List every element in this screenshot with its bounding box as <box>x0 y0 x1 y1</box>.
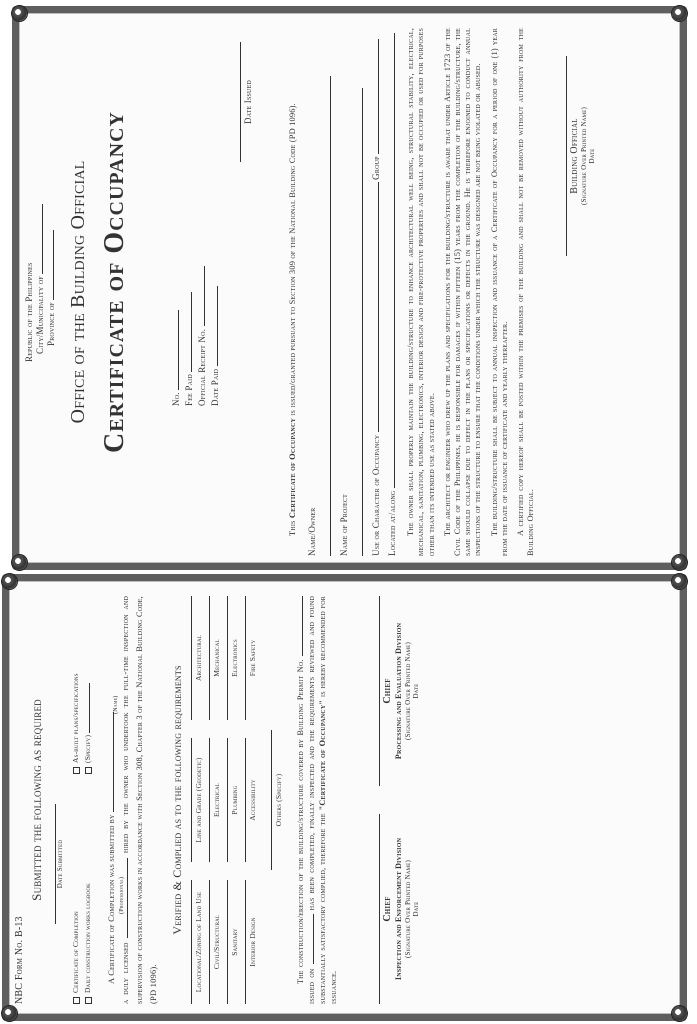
date-paid-label: Date Paid <box>210 368 220 406</box>
requirement-item: Fire Safety <box>245 596 257 720</box>
requirement-item: Electronics <box>227 596 239 720</box>
requirement-item: Civil/Structural <box>209 880 221 1004</box>
corner-bolt-icon <box>672 6 687 21</box>
hired-text: hired by the owner who undertook the full-time inspection and supervision of construction works in accordance with Section 308, Chapter 3 of the National Building Code, (PD 1096). <box>120 596 158 1004</box>
requirement-item: Line and Grade (Geodetic) <box>191 738 203 862</box>
maintenance-paragraph: The owner shall properly maintain the building/structure to enhance architectural well being, structural stability, electrical, mechanical, sanitation, plumbing, electronics, interior design and fire-protective properties and shall not be occupied or used for purposes other than its intended use as stated above. <box>406 28 436 556</box>
office-title: Office of the Building Official <box>67 160 89 424</box>
requirement-item: Locational/Zoning of Land Use <box>191 880 203 1004</box>
chief-inspection-signature: Chief Inspection and Enforcement Division (Signature Over Printed Name) Date <box>379 814 420 1004</box>
requirement-item: Interior Design <box>245 880 257 1004</box>
logbook-checkbox[interactable] <box>85 997 92 1004</box>
city-label: City/Municipality of <box>35 276 45 354</box>
republic-label: Republic of the Philippines <box>24 262 34 362</box>
date-submitted-label: Date Submitted <box>55 804 64 924</box>
duly-licensed-label: a duly licensed <box>120 942 130 1004</box>
item-logbook: Daily construction works logbook <box>83 883 92 993</box>
corner-bolt-icon <box>672 574 687 589</box>
requirements-grid <box>191 596 257 1004</box>
date-issued-label: Date Issued <box>240 42 253 162</box>
requirement-item: Plumbing <box>227 738 239 862</box>
certificate-of-occupancy-sheet <box>12 6 687 570</box>
building-official-signature: Building Official (Signature Over Printed Name) Date <box>566 56 596 256</box>
certificate-content <box>20 22 680 562</box>
professional-label: (Professional) <box>119 876 125 914</box>
group-label: Group <box>371 156 382 180</box>
item-specify: (Specify) <box>83 734 92 763</box>
use-label: Use or Character of Occupancy <box>371 434 382 556</box>
liability-paragraph: The architect or engineer who drew up the plans and specifications for the building/structure is aware that under Article 1723 of the Civil Code of the Philippines, he is responsible for damages if within fifteen (15) years from the completion of the building/structure, the same should collapse due to defect in the plans or specifications or defects in the ground. He is therefore enjoined to conduct annual inspections of the structure to ensure that the conditions under which the structure was designed are not being violated or abused. <box>442 28 483 556</box>
item-completion: Certificate of Completion <box>71 911 80 993</box>
inspection-paragraph: The building/structure shall be subject to annual inspection and issuance of a Certificate of Occupancy for a period of one (1) year from the date of issuance of certificate and yearly thereafter. <box>489 28 509 556</box>
province-label: Province of <box>46 302 56 346</box>
verified-heading: Verified & Complied as to the following requirements <box>170 665 184 935</box>
submitted-heading: Submitted the following as required <box>29 699 44 901</box>
recommendation-paragraph: The construction/erection of the building/structure covered by Building Permit No. issued on has been completed, finally inspected and the requirements reviewed and found substantially satisfactory complied, therefore the "Certificate of Occupancy" is hereby recommended for issuance. <box>296 595 338 1004</box>
corner-bolt-icon <box>12 6 27 21</box>
item-asbuilt: As-built plans/specifications <box>71 673 80 763</box>
posting-paragraph: A certified copy hereof shall be posted within the premises of the building and shall not be removed without authority from the Building Official. <box>516 28 536 556</box>
name-label: (Name) <box>113 695 119 714</box>
completion-checkbox[interactable] <box>73 997 80 1004</box>
occupancy-fields <box>304 28 400 556</box>
requirement-item: Mechanical <box>209 596 221 720</box>
requirement-item: Architectural <box>191 596 203 720</box>
form-b13-sheet <box>2 574 687 1021</box>
name-owner-label: Name/Owner <box>307 507 318 556</box>
certificate-title: Certificate of Occupancy <box>99 111 130 453</box>
requirement-item: Electrical <box>209 738 221 862</box>
intro-paragraph: This Certificate of Occupancy is issued/granted pursuant to Section 309 of the National Building Code (PD 1096). <box>288 103 297 536</box>
others-specify: Others (Specify) <box>271 730 283 870</box>
form-content <box>10 588 680 1012</box>
corner-bolt-icon <box>2 574 17 589</box>
receipt-label: Official Receipt No. <box>197 328 207 406</box>
cert-completion-line: A Certificate of Completion was submitted by <box>106 814 116 984</box>
project-label: Name of Project <box>339 493 350 556</box>
requirement-item: Sanitary <box>227 880 239 1004</box>
chief-processing-signature: Chief Processing and Evaluation Division (Signature Over Printed Name) Date <box>379 596 420 786</box>
requirement-item: Accessibility <box>245 738 257 862</box>
form-number: NBC Form No. B-13 <box>14 916 25 1004</box>
fee-paid-label: Fee Paid <box>184 374 194 406</box>
specify-checkbox[interactable] <box>85 767 92 774</box>
no-label: No. <box>171 392 181 406</box>
located-label: Located at/along <box>387 490 398 556</box>
asbuilt-checkbox[interactable] <box>73 767 80 774</box>
